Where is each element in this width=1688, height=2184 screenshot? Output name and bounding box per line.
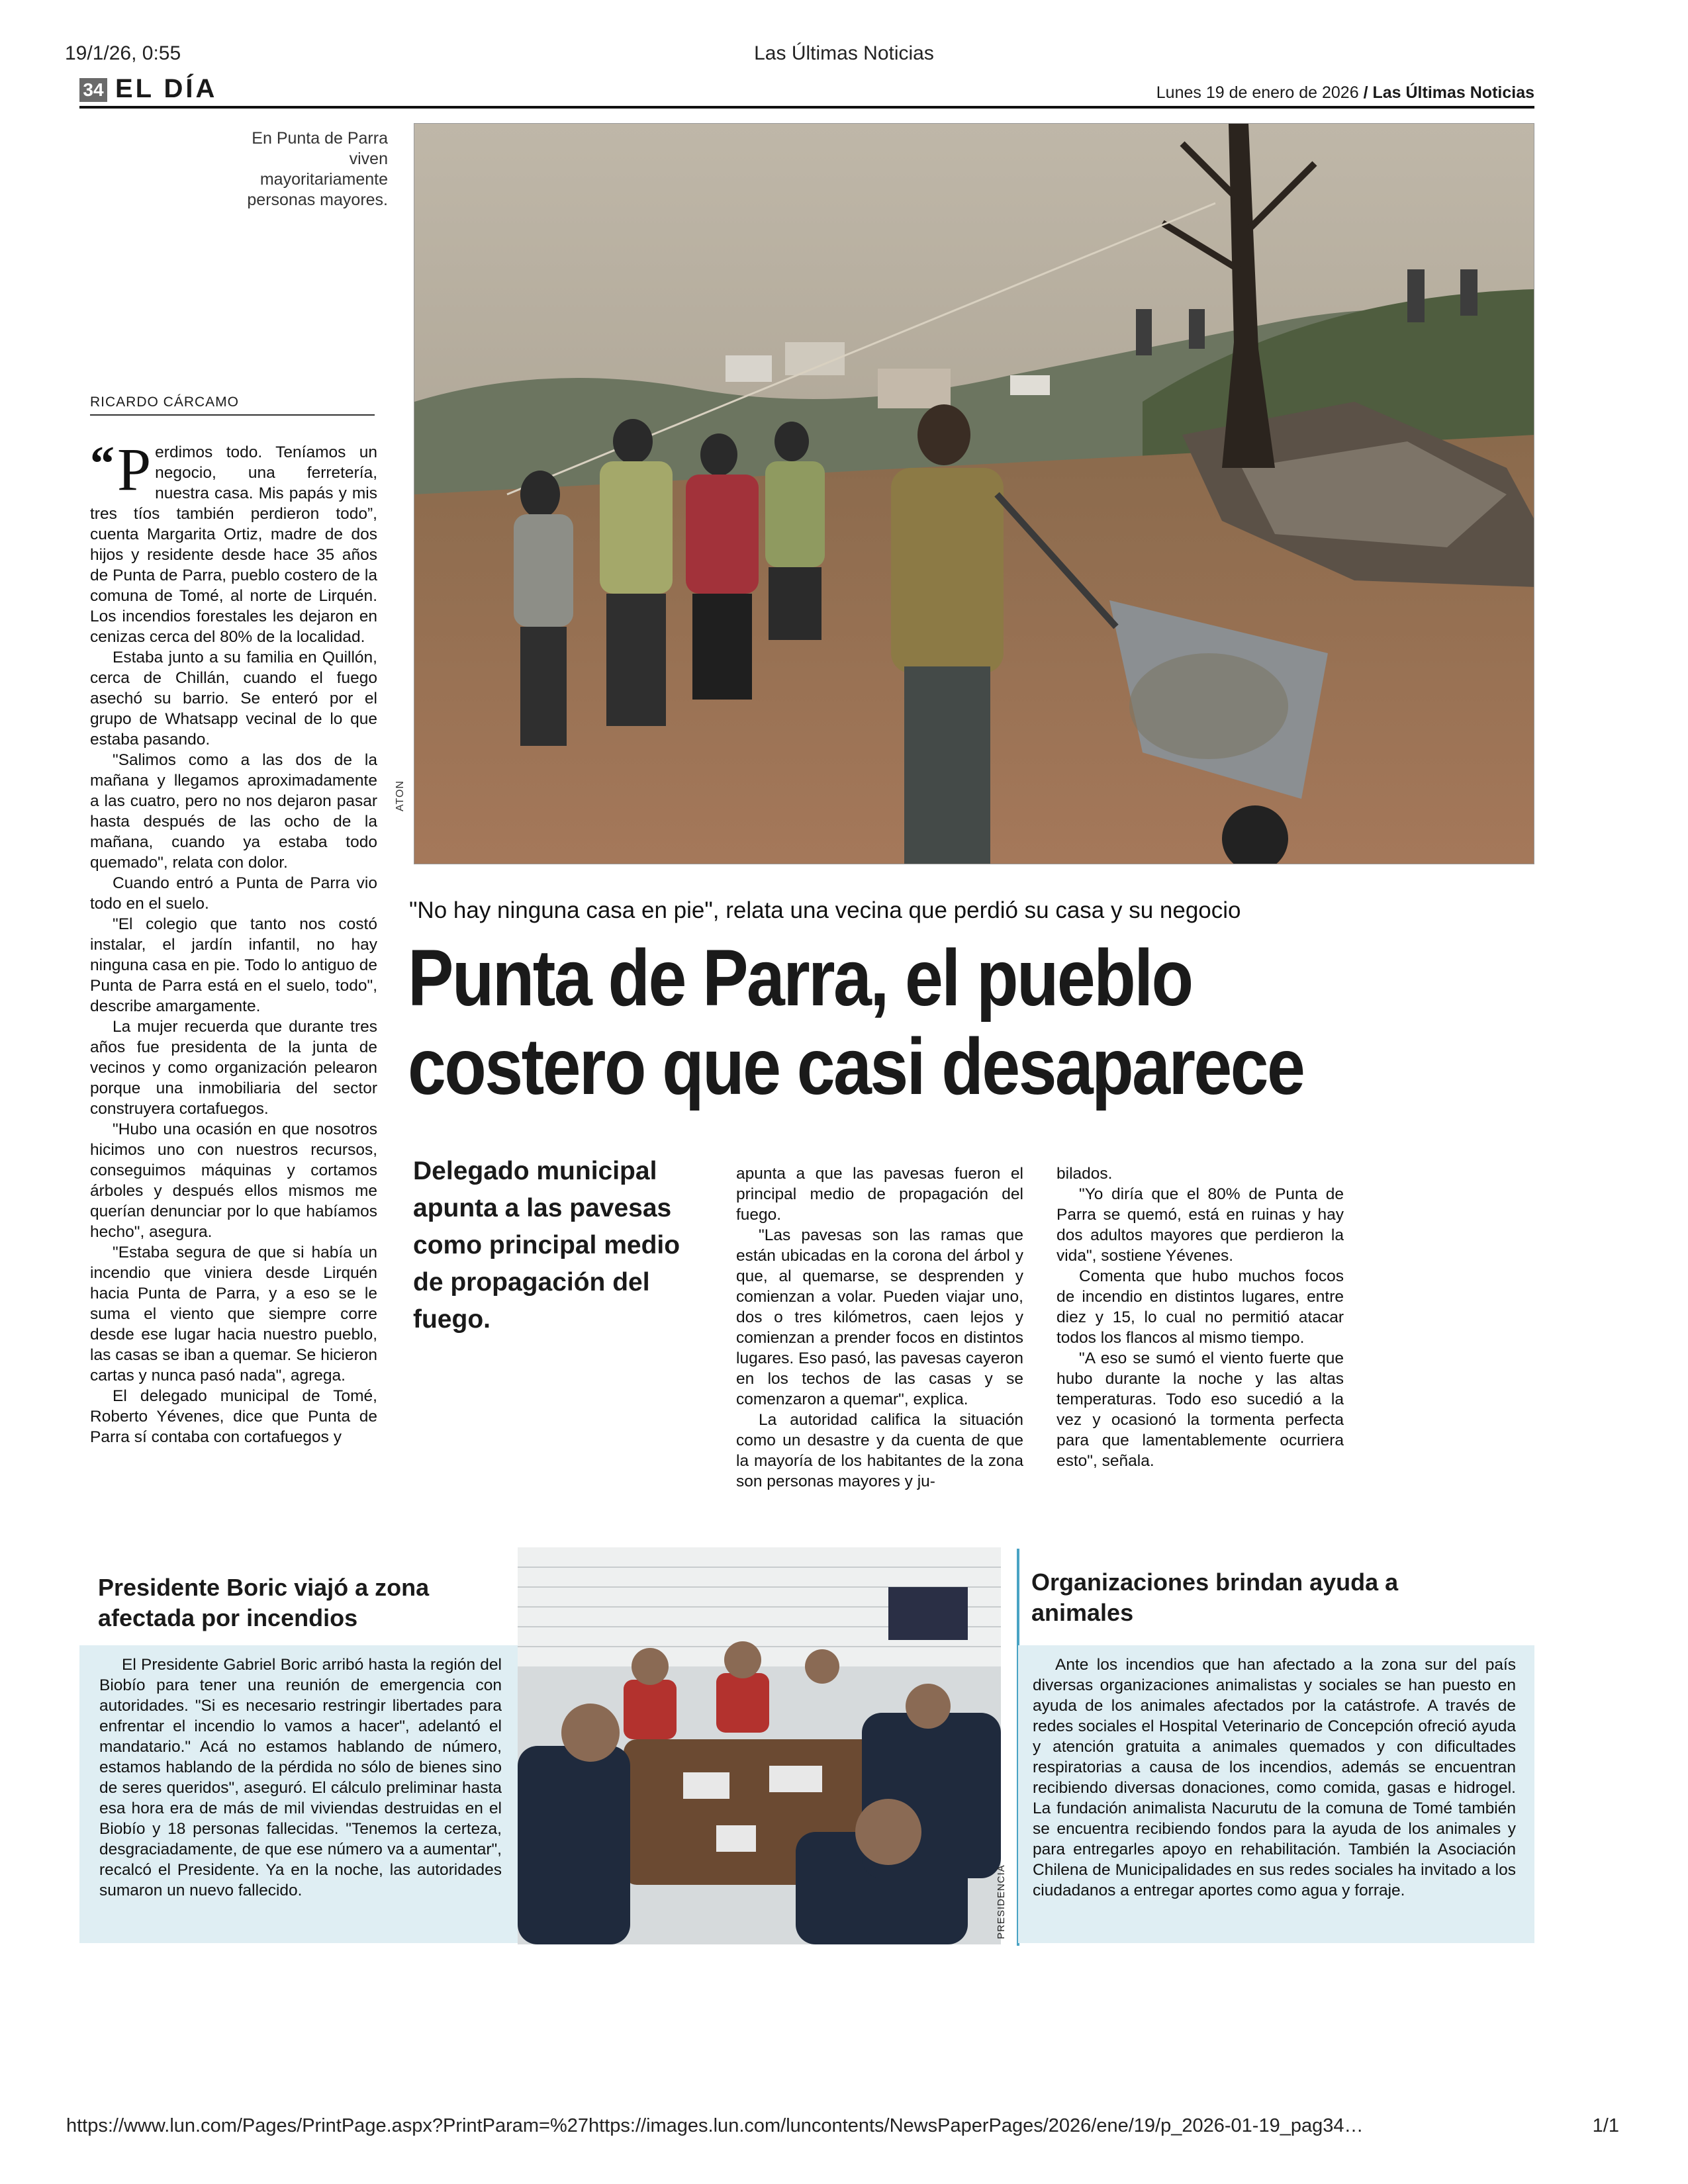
paragraph: "Hubo una ocasión en que nosotros hicimos uno con nuestros recursos, conseguimos máquinas y cortamos árboles y después ellos mismos me querían denunciar por lo que habíamos hecho", asegura. — [90, 1120, 377, 1241]
headline — [408, 933, 1387, 1111]
meeting-photo — [518, 1547, 1001, 1944]
open-quote-mark: “ — [90, 437, 115, 491]
article-column-1 — [90, 435, 377, 1447]
page-number: 34 — [79, 78, 107, 102]
boric-box-text — [99, 1655, 502, 1901]
paragraph: Comenta que hubo muchos focos de incendio en distintos lugares, entre diez y 15, lo cual no permitió atacar todos los flancos al mismo tiempo. — [1056, 1267, 1344, 1347]
emergency-meeting-image — [518, 1547, 1001, 1944]
headline-line: costero que casi desaparece — [408, 1021, 1304, 1111]
paragraph: bilados. — [1056, 1165, 1113, 1183]
article-column-2 — [736, 1163, 1023, 1492]
paragraph: "Estaba segura de que si había un incendio que viniera desde Lirquén hacia Punta de Parra, y a eso se le suma el viento que siempre corre desde ese lugar hacia nuestro pueblo, las casas se iban a quemar. Se hicieron cartas y nunca pasó nada", agrega. — [90, 1244, 377, 1385]
paragraph: Ante los incendios que han afectado a la zona sur del país diversas organizaciones animalistas y sociales se han puesto en ayuda de los animales afectados por la catástrofe. A través de redes sociales el Hospital Veterinario de Concepción ofreció ayuda y atención gratuita a animales quemados y con dificultades respiratorias a causa de los incendios, además se encuentran recibiendo diversas donaciones, como comida, gasas e hidrogel. La fundación animalista Nacurutu de la comuna de Tomé también se encuentra recibiendo fondos para la ayuda de los animales y para entregarles apoyo en rehabilitación. También la Asociación Chilena de Municipalidades en sus redes sociales ha invitado a los ciudadanos a entregar aportes como agua y forraje. — [1033, 1656, 1516, 1899]
boric-box-title: Presidente Boric viajó a zona afectada por incendios — [98, 1574, 430, 1631]
paragraph: "A eso se sumó el viento fuerte que hubo durante la noche y las altas temperaturas. Todo eso sucedió a la vez y ocasionó la tormenta perfecta para que lamentablemente ocurriera esto", señala. — [1056, 1349, 1344, 1470]
paragraph: La autoridad califica la situación como un desastre y da cuenta de que la mayoría de los habitantes de la zona son personas mayores y ju- — [736, 1411, 1023, 1490]
kicker: "No hay ninguna casa en pie", relata una vecina que perdió su casa y su negocio — [409, 897, 1241, 923]
paragraph: "El colegio que tanto nos costó instalar, el jardín infantil, no hay ninguna casa en pie. Todo lo antiguo de Punta de Parra está en el suelo, todo", describe amargamente. — [90, 915, 377, 1015]
photo-credit: ATON — [395, 780, 406, 811]
dateline-paper: Las Últimas Noticias — [1372, 83, 1534, 102]
paragraph: Cuando entró a Punta de Parra vio todo en el suelo. — [90, 874, 377, 913]
byline: RICARDO CÁRCAMO — [90, 394, 375, 416]
hero-photo — [414, 123, 1534, 864]
print-site-title: Las Últimas Noticias — [754, 42, 934, 64]
print-datetime: 19/1/26, 0:55 — [65, 42, 181, 64]
headline-line: Punta de Parra, el pueblo — [408, 933, 1192, 1023]
fire-aftermath-image — [414, 124, 1534, 864]
paragraph: La mujer recuerda que durante tres años fue presidenta de la junta de vecinos y como organización pelearon porque una inmobiliaria del sector construyera cortafuegos. — [90, 1018, 377, 1118]
lead-paragraph — [90, 435, 377, 647]
print-url[interactable]: https://www.lun.com/Pages/PrintPage.aspx?PrintParam=%27https://images.lun.com/luncontents/NewsPaperPages/2026/ene/19/p_2026-01-19_pag34… — [66, 2115, 1364, 2136]
lead-text: erdimos todo. Teníamos un negocio, una ferretería, nuestra casa. Mis papás y mis tres tíos también perdieron todo”, cuenta Margarita Ortiz, madre de dos hijos y residente desde hace 35 años de Punta de Parra, pueblo costero de la comuna de Tomé, al norte de Lirquén. Los incendios forestales les dejaron en cenizas cerca del 80% de la localidad. — [90, 443, 377, 646]
paragraph: Estaba junto a su familia en Quillón, cerca de Chillán, cuando el fuego asechó su barrio. Se enteró por el grupo de Whatsapp vecinal de lo que estaba pasando. — [90, 649, 377, 749]
photo-caption: En Punta de Parra viven mayoritariamente personas mayores. — [247, 129, 388, 209]
paragraph: "Salimos como a las dos de la mañana y llegamos aproximadamente a las cuatro, pero no nos dejaron pasar hasta después de las ocho de la mañana, cuando ya estaba todo quemado", relata con dolor. — [90, 751, 377, 872]
section-name: EL DÍA — [115, 74, 218, 103]
dateline-separator: / — [1363, 83, 1368, 102]
animals-box-text — [1033, 1655, 1516, 1901]
deck: Delegado municipal apunta a las pavesas como principal medio de propagación del fuego. — [413, 1157, 680, 1334]
dateline — [1156, 83, 1534, 103]
dateline-date: Lunes 19 de enero de 2026 — [1156, 83, 1359, 102]
paragraph: "Las pavesas son las ramas que están ubicadas en la corona del árbol y que, al quemarse, se desprenden y comienzan a volar. Pueden viajar uno, dos o tres kilómetros, caen lejos y comienzan a prender focos en distintos lugares. Eso pasó, las pavesas cayeron en los techos de las casas y se comenzaron a quemar", explica. — [736, 1226, 1023, 1408]
meeting-photo-credit: PRESIDENCIA — [996, 1864, 1007, 1939]
animals-box-title: Organizaciones brindan ayuda a animales — [1031, 1569, 1399, 1626]
paragraph: "Yo diría que el 80% de Punta de Parra se quemó, está en ruinas y hay dos adultos mayores que perdieron la vida", sostiene Yévenes. — [1056, 1185, 1344, 1265]
print-page-count: 1/1 — [1592, 2115, 1619, 2136]
paragraph: El delegado municipal de Tomé, Roberto Yévenes, dice que Punta de Parra sí contaba con cortafuegos y — [90, 1387, 377, 1446]
drop-cap: P — [117, 435, 152, 503]
paragraph: El Presidente Gabriel Boric arribó hasta la región del Biobío para tener una reunión de emergencia con autoridades. "Si es necesario restringir libertades para enfrentar el incendio lo vamos a hacer", adelantó el mandatario." Acá no estamos hablando de número, estamos hablando de la pérdida no sólo de bienes sino de seres queridos", aseguró. El cálculo preliminar hasta esa hora era de más de mil viviendas destruidas en el Biobío y 18 personas fallecidas. "Tenemos la certeza, desgraciadamente, de que ese número va a aumentar", recalcó el Presidente. Ya en la noche, las autoridades sumaron un nuevo fallecido. — [99, 1656, 502, 1899]
masthead-rule — [79, 106, 1534, 109]
article-column-3 — [1056, 1163, 1344, 1471]
paragraph: apunta a que las pavesas fueron el principal medio de propagación del fuego. — [736, 1165, 1023, 1224]
